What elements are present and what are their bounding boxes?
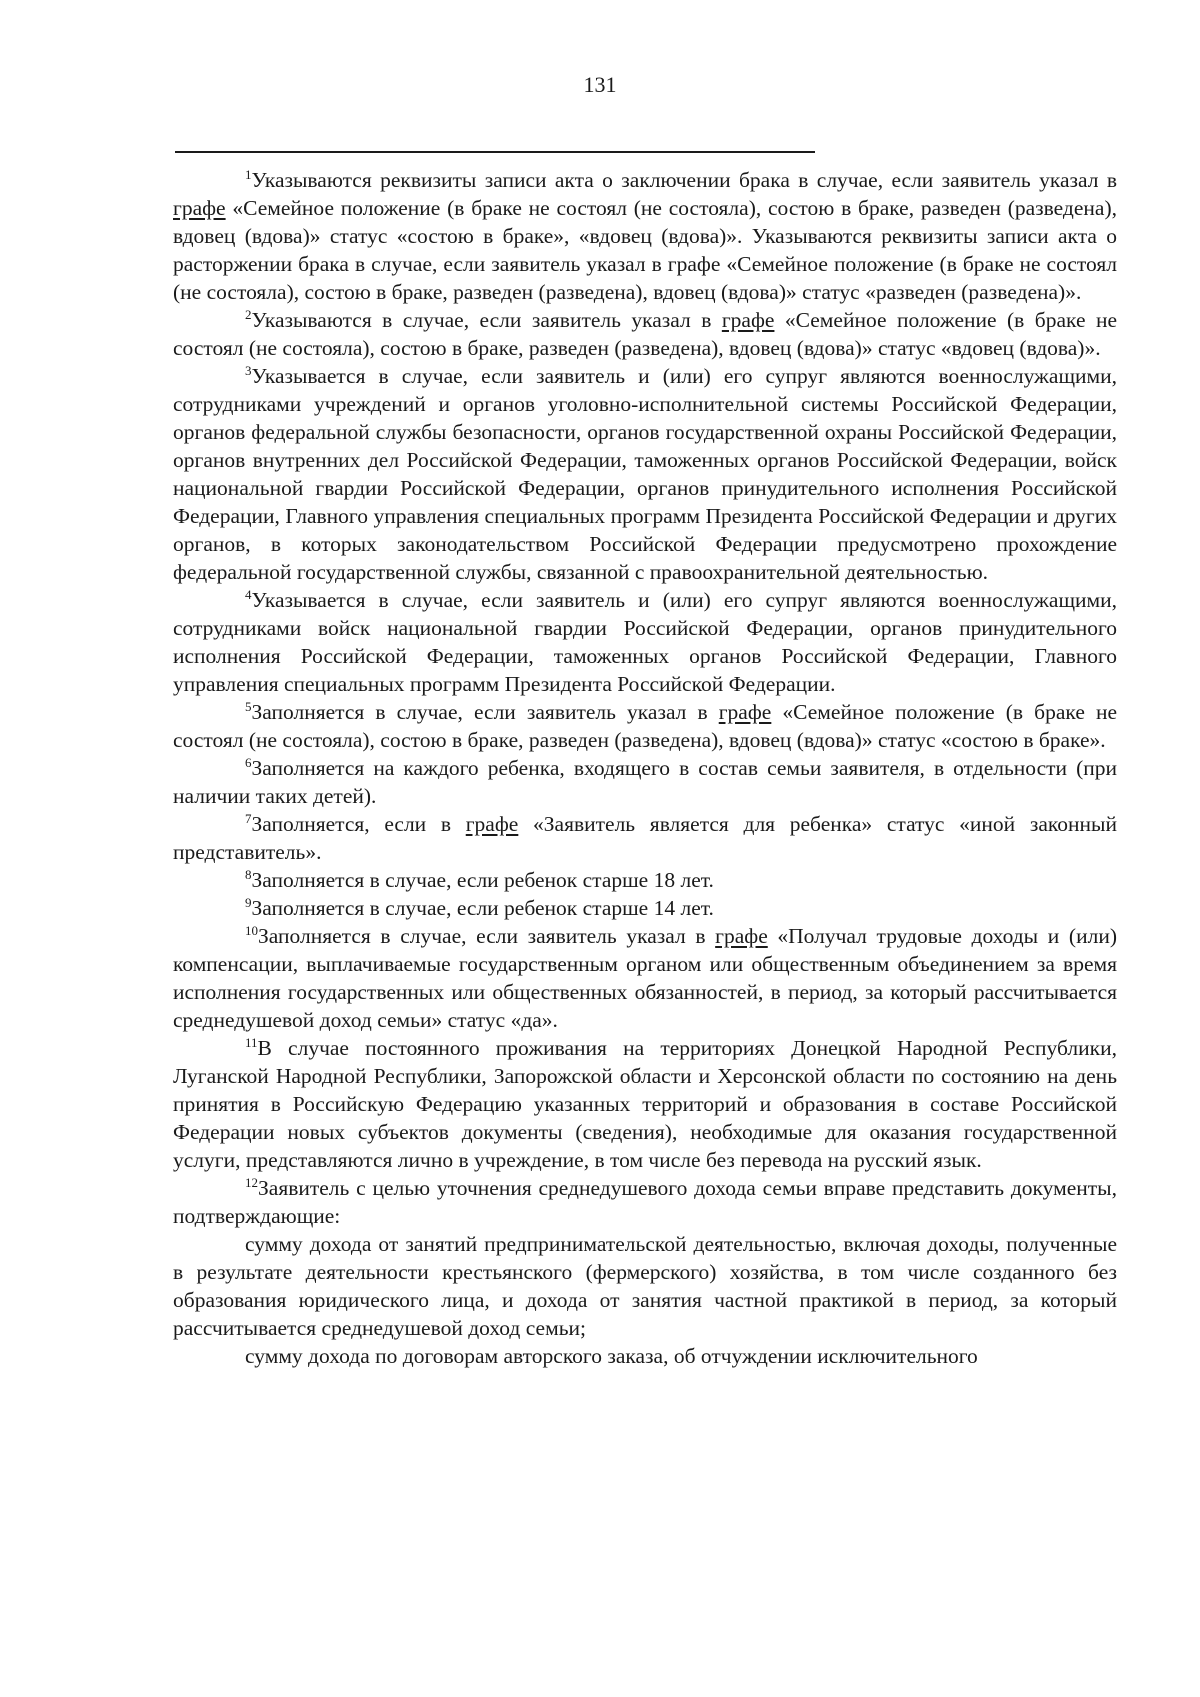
footnote	[173, 362, 1117, 586]
footnote	[173, 1034, 1117, 1174]
footnote-number: 10	[245, 922, 258, 938]
footnote-number: 12	[245, 1174, 258, 1190]
footnote-text: Указывается в случае, если заявитель и (или) его супруг являются военнослужащими, сотрудниками войск национальной гвардии Российской Федерации, органов принудительного исполнения Российской Федерации, таможенных органов Российской Федерации, Главного управления специальных программ Президента Российской Федерации.	[173, 588, 1117, 696]
footnote	[173, 922, 1117, 1034]
footnote-text: «Семейное положение (в браке не состоял (не состояла), состою в браке, разведен (разведена), вдовец (вдова)» статус «состою в браке».	[173, 700, 1117, 752]
footnote-text: Заполняется в случае, если заявитель указал в	[258, 924, 716, 948]
footnote-text: Заполняется в случае, если заявитель указал в	[251, 700, 719, 724]
footnote-number: 2	[245, 306, 252, 322]
footnote-text: «Семейное положение (в браке не состоял (не состояла), состою в браке, разведен (разведена), вдовец (вдова)» статус «вдовец (вдова)».	[173, 308, 1117, 360]
footnote-text: Заполняется в случае, если ребенок старше 14 лет.	[251, 896, 714, 920]
footnote-text: Указывается в случае, если заявитель и (или) его супруг являются военнослужащими, сотрудниками учреждений и органов уголовно-исполнительной системы Российской Федерации, органов федеральной службы безопасности, органов государственной охраны Российской Федерации, органов внутренних дел Российской Федерации, таможенных органов Российской Федерации, войск национальной гвардии Российской Федерации, органов принудительного исполнения Российской Федерации, Главного управления специальных программ Президента Российской Федерации и других органов, в которых законодательством Российской Федерации предусмотрено прохождение федеральной государственной службы, связанной с правоохранительной деятельностью.	[173, 364, 1117, 584]
footnote-number: 11	[245, 1034, 258, 1050]
footnote-text: «Получал трудовые доходы и (или) компенсации, выплачиваемые государственным органом или общественным объединением за время исполнения государственных или общественных обязанностей, в период, за который рассчитывается среднедушевой доход семьи» статус «да».	[173, 924, 1117, 1032]
footnote-text: Заполняется на каждого ребенка, входящего в состав семьи заявителя, в отдельности (при наличии таких детей).	[173, 756, 1117, 808]
footnote-separator	[175, 151, 815, 153]
footnote-link[interactable]: графе	[721, 308, 775, 332]
footnote-number: 9	[245, 894, 252, 910]
footnote-text: «Заявитель является для ребенка» статус «иной законный представитель».	[173, 812, 1117, 864]
footnote-text: Заполняется в случае, если ребенок старше 18 лет.	[251, 868, 714, 892]
footnote-text: Указываются реквизиты записи акта о заключении брака в случае, если заявитель указал в	[251, 168, 1117, 192]
footnote-number: 4	[245, 586, 252, 602]
footnote-text: В случае постоянного проживания на территориях Донецкой Народной Республики, Луганской Народной Республики, Запорожской области и Херсонской области по состоянию на день принятия в Российскую Федерацию указанных территорий и образования в составе Российской Федерации новых субъектов документы (сведения), необходимые для оказания государственной услуги, представляются лично в учреждение, в том числе без перевода на русский язык.	[173, 1036, 1117, 1172]
body-paragraph: сумму дохода от занятий предпринимательской деятельностью, включая доходы, полученные в результате деятельности крестьянского (фермерского) хозяйства, в том числе созданного без образования юридического лица, и дохода от занятия частной практикой в период, за который рассчитывается среднедушевой доход семьи;	[173, 1232, 1117, 1340]
footnote	[173, 586, 1117, 698]
footnote	[173, 866, 1117, 894]
footnote-link[interactable]: графе	[718, 700, 772, 724]
footnote	[173, 894, 1117, 922]
footnote-number: 8	[245, 866, 252, 882]
footnote-text: Указываются в случае, если заявитель указал в	[251, 308, 722, 332]
footnotes-block	[173, 166, 1117, 1370]
footnote	[173, 754, 1117, 810]
footnote	[173, 698, 1117, 754]
footnote-number: 3	[245, 362, 252, 378]
footnote-text: Заполняется, если в	[251, 812, 466, 836]
footnote-text: Заявитель с целью уточнения среднедушевого дохода семьи вправе представить документы, подтверждающие:	[173, 1176, 1117, 1228]
footnote-number: 6	[245, 754, 252, 770]
footnote-number: 5	[245, 698, 252, 714]
footnote-number: 7	[245, 810, 252, 826]
footnote-link[interactable]: графе	[465, 812, 519, 836]
footnote-number: 1	[245, 166, 252, 182]
footnote	[173, 1174, 1117, 1230]
footnote	[173, 810, 1117, 866]
body-paragraph: сумму дохода по договорам авторского заказа, об отчуждении исключительного	[245, 1344, 978, 1368]
footnote	[173, 306, 1117, 362]
page-number: 131	[583, 72, 617, 97]
footnote-text: «Семейное положение (в браке не состоял (не состояла), состою в браке, разведен (разведена), вдовец (вдова)» статус «состою в браке», «вдовец (вдова)». Указываются реквизиты записи акта о расторжении брака в случае, если заявитель указал в графе «Семейное положение (в браке не состоял (не состояла), состою в браке, разведен (разведена), вдовец (вдова)» статус «разведен (разведена)».	[173, 196, 1117, 304]
footnote-link[interactable]: графе	[173, 196, 226, 220]
footnote-link[interactable]: графе	[715, 924, 768, 948]
footnote	[173, 166, 1117, 306]
